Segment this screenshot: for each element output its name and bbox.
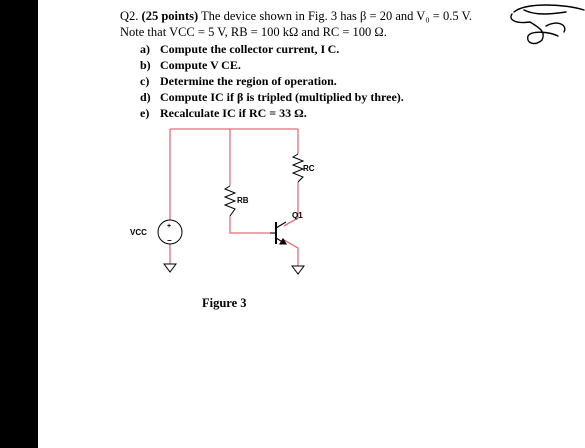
- source-plus-sign: +: [167, 223, 172, 230]
- vcc-label: VCC: [130, 228, 147, 237]
- wire-rb-base: [230, 216, 270, 233]
- subquestion-text: Recalculate IC if RC = 33 Ω.: [160, 106, 307, 120]
- subquestion-label: d): [140, 90, 151, 104]
- source-minus-sign: −: [167, 236, 172, 245]
- subquestion-label: e): [140, 106, 150, 120]
- subquestion-label: a): [140, 42, 150, 56]
- voltage-source-vcc: [158, 220, 182, 245]
- question-points: (25 points): [141, 9, 199, 23]
- subquestion-text: Determine the region of operation.: [160, 74, 337, 88]
- question-number: Q2.: [120, 9, 139, 23]
- document-page: [38, 0, 585, 448]
- resistor-rb: [225, 186, 235, 216]
- q1-label: Q1: [292, 211, 303, 220]
- rc-label: RC: [303, 164, 315, 173]
- question-intro: The device shown in Fig. 3 has β = 20 and V₀ = 0.5 V.: [201, 9, 473, 23]
- subquestion-label: c): [140, 74, 150, 88]
- circuit-wires: [170, 129, 298, 266]
- resistor-rc: [293, 154, 303, 182]
- subquestion-text: Compute the collector current, I C.: [160, 42, 340, 56]
- figure-caption: Figure 3: [202, 296, 247, 310]
- subquestion-text: Compute V CE.: [160, 58, 241, 72]
- subquestion-label: b): [140, 58, 151, 72]
- rb-label: RB: [237, 196, 249, 205]
- question-given-values: Note that VCC = 5 V, RB = 100 kΩ and RC = 100 Ω.: [120, 25, 387, 39]
- transistor-q1: [270, 222, 286, 244]
- ground-symbol-right: [292, 266, 304, 274]
- circuit-diagram: [38, 0, 585, 448]
- ground-symbol-left: [164, 264, 176, 272]
- subquestion-text: Compute IC if β is tripled (multiplied by three).: [160, 90, 404, 104]
